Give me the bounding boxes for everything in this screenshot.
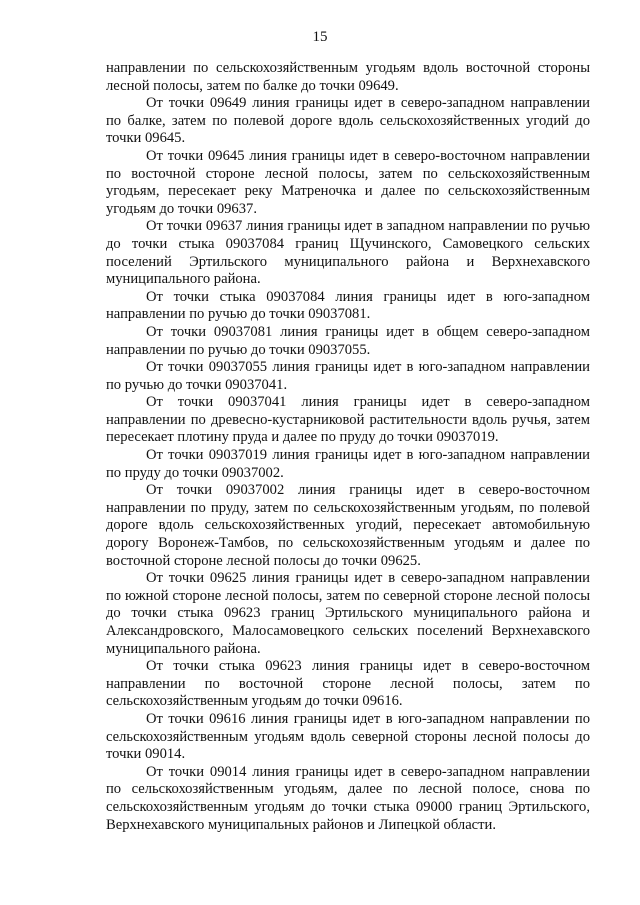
- paragraph-6: От точки 09037081 линия границы идет в общем северо-западном направлении по ручью до точки 09037055.: [106, 323, 590, 358]
- paragraph-14: От точки 09014 линия границы идет в северо-западном направлении по сельскохозяйственным угодьям, далее по лесной полосе, снова по сельскохозяйственным угодьям до точки стыка 09000 границ Эртильского, Верхнехавского муниципальных районов и Липецкой области.: [106, 763, 590, 833]
- paragraph-13: От точки 09616 линия границы идет в юго-западном направлении по сельскохозяйственным угодьям вдоль северной стороны лесной полосы до точки 09014.: [106, 710, 590, 763]
- paragraph-12: От точки стыка 09623 линия границы идет в северо-восточном направлении по восточной стороне лесной полосы, затем по сельскохозяйственным угодьям до точки 09616.: [106, 658, 590, 710]
- paragraph-11: От точки 09625 линия границы идет в северо-западном направлении по южной стороне лесной полосы, затем по северной стороне лесной полосы до точки стыка 09623 границ Эртильского муниципального района и Александровского, Малосамовецкого сельских поселений Верхнехавского муниципального района.: [106, 570, 590, 657]
- paragraph-7: От точки 09037055 линия границы идет в юго-западном направлении по ручью до точки 09037041.: [106, 359, 590, 393]
- paragraph-4: От точки 09637 линия границы идет в западном направлении по ручью до точки стыка 09037084 границ Щучинского, Самовецкого сельских поселений Эртильского муниципального района и Верхнехавского муниципального района.: [106, 218, 590, 288]
- paragraph-3: От точки 09645 линия границы идет в северо-восточном направлении по восточной стороне лесной полосы, затем по сельскохозяйственным угодьям, пересекает реку Матреночка и далее по сельскохозяйственным угодьям до точки 09637.: [106, 147, 590, 217]
- paragraph-9: От точки 09037019 линия границы идет в юго-западном направлении по пруду до точки 09037002.: [106, 447, 590, 481]
- paragraph-8: От точки 09037041 линия границы идет в северо-западном направлении по древесно-кустарниковой растительности вдоль ручья, затем пересекает плотину пруда и далее по пруду до точки 09037019.: [106, 394, 590, 446]
- paragraph-10: От точки 09037002 линия границы идет в северо-восточном направлении по пруду, затем по сельскохозяйственным угодьям, по полевой дороге вдоль сельскохозяйственных угодий, пересекает автомобильную дорогу Воронеж-Тамбов, по сельскохозяйственным угодьям и далее по восточной стороне лесной полосы до точки 09625.: [106, 482, 590, 569]
- document-body: [106, 60, 590, 834]
- page-number: 15: [312, 29, 328, 45]
- paragraph-2: От точки 09649 линия границы идет в северо-западном направлении по балке, затем по полевой дороге вдоль сельскохозяйственных угодий до точки 09645.: [106, 95, 590, 147]
- paragraph-1: направлении по сельскохозяйственным угодьям вдоль восточной стороны лесной полосы, затем по балке до точки 09649.: [106, 60, 590, 94]
- paragraph-5: От точки стыка 09037084 линия границы идет в юго-западном направлении по ручью до точки 09037081.: [106, 288, 590, 323]
